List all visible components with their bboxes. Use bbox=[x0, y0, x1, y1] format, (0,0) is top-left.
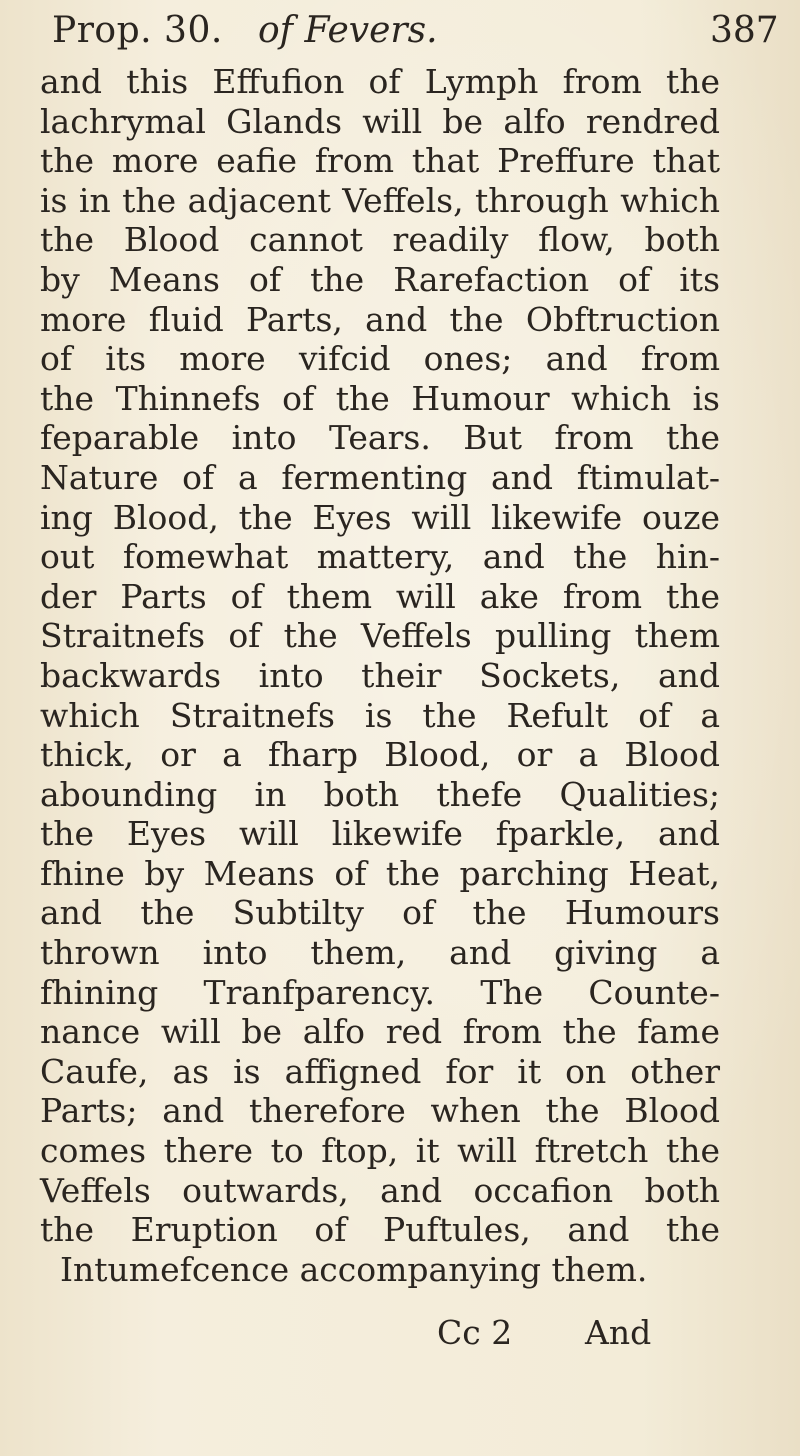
text-line: the Eyes will likewife fparkle, and bbox=[40, 814, 720, 854]
text-line: Straitnefs of the Veffels pulling them bbox=[40, 616, 720, 656]
text-line: is in the adjacent Veffels, through which bbox=[40, 180, 720, 220]
text-line: der Parts of them will ake from the bbox=[40, 576, 720, 616]
text-line: comes there to ftop, it will ftretch the bbox=[40, 1131, 720, 1171]
text-line: the Blood cannot readily flow, both bbox=[40, 220, 720, 260]
text-line: more fluid Parts, and the Obftruction bbox=[40, 299, 720, 339]
text-line: of its more vifcid ones; and from bbox=[40, 339, 720, 379]
text-line: the Thinnefs of the Humour which is bbox=[40, 378, 720, 418]
proposition-number: Prop. 30. bbox=[52, 10, 223, 51]
text-line: nance will be alfo red from the fame bbox=[40, 1012, 720, 1052]
running-header bbox=[0, 0, 800, 62]
text-line-last: Intumefcence accompanying them. bbox=[60, 1249, 648, 1289]
text-line: ing Blood, the Eyes will likewife ouze bbox=[40, 497, 720, 537]
text-line: Veffels outwards, and occafion both bbox=[40, 1170, 720, 1210]
text-line: thrown into them, and giving a bbox=[40, 933, 720, 973]
text-line: thick, or a fharp Blood, or a Blood bbox=[40, 735, 720, 775]
text-line: fhining Tranfparency. The Counte- bbox=[40, 972, 720, 1012]
text-line: which Straitnefs is the Refult of a bbox=[40, 695, 720, 735]
page-number: 387 bbox=[710, 10, 779, 51]
text-line: backwards into their Sockets, and bbox=[40, 655, 720, 695]
signature-mark: Cc 2 bbox=[437, 1313, 513, 1352]
catchline bbox=[0, 1313, 800, 1357]
body-text bbox=[40, 62, 720, 1289]
text-line: abounding in both thefe Qualities; bbox=[40, 774, 720, 814]
text-line: Parts; and therefore when the Blood bbox=[40, 1091, 720, 1131]
text-line: by Means of the Rarefaction of its bbox=[40, 259, 720, 299]
text-line: out fomewhat mattery, and the hin- bbox=[40, 537, 720, 577]
catchword: And bbox=[585, 1313, 652, 1352]
text-line: feparable into Tears. But from the bbox=[40, 418, 720, 458]
text-line: the Eruption of Puftules, and the bbox=[40, 1210, 720, 1250]
text-line: lachrymal Glands will be alfo rendred bbox=[40, 101, 720, 141]
text-line: fhine by Means of the parching Heat, bbox=[40, 853, 720, 893]
text-line: Caufe, as is affigned for it on other bbox=[40, 1051, 720, 1091]
text-line: and the Subtilty of the Humours bbox=[40, 893, 720, 933]
running-title: of Fevers. bbox=[258, 10, 438, 51]
text-line: Nature of a fermenting and ftimulat- bbox=[40, 457, 720, 497]
text-line: the more eafie from that Preffure that bbox=[40, 141, 720, 181]
text-line: and this Effufion of Lymph from the bbox=[40, 62, 720, 101]
